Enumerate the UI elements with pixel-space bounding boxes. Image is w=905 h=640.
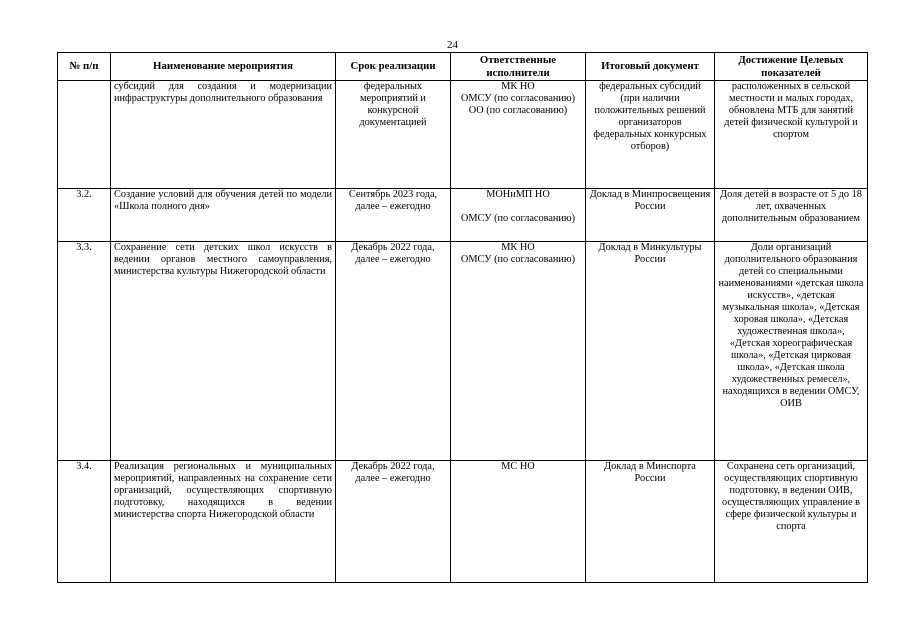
measures-table <box>57 52 868 583</box>
row-number: 3.2. <box>58 189 111 242</box>
table-row <box>58 189 868 242</box>
executor: ОМСУ (по согласованию) <box>460 254 576 265</box>
row-executors <box>451 242 586 461</box>
row-name: субсидий для создания и модернизации инфраструктуры дополнительного образования <box>111 81 336 189</box>
row-target: расположенных в сельской местности и малых городах, обновлена МТБ для занятий детей физической культурой и спортом <box>715 81 868 189</box>
page-number: 24 <box>447 39 458 51</box>
row-executors <box>451 461 586 583</box>
table-row <box>58 81 868 189</box>
row-term: Сентябрь 2023 года, далее – ежегодно <box>336 189 451 242</box>
row-number <box>58 81 111 189</box>
row-document: Доклад в Минкультуры России <box>586 242 715 461</box>
executor-spacer <box>454 201 582 213</box>
row-executors <box>451 189 586 242</box>
row-target: Доля детей в возрасте от 5 до 18 лет, охваченных дополнительным образованием <box>715 189 868 242</box>
row-term: Декабрь 2022 года, далее – ежегодно <box>336 461 451 583</box>
header-document: Итоговый документ <box>586 53 715 81</box>
table-row <box>58 242 868 461</box>
executor: МС НО <box>501 461 535 472</box>
row-name: Создание условий для обучения детей по модели «Школа полного дня» <box>111 189 336 242</box>
table-header-row <box>58 53 868 81</box>
row-term: Декабрь 2022 года, далее – ежегодно <box>336 242 451 461</box>
executor: ОО (по согласованию) <box>468 105 568 116</box>
row-number: 3.3. <box>58 242 111 461</box>
table-row <box>58 461 868 583</box>
row-target: Сохранена сеть организаций, осуществляющих спортивную подготовку, в ведении ОИВ, осуществляющих управление в сфере физической культуры и спорта <box>715 461 868 583</box>
row-document: Доклад в Минспорта России <box>586 461 715 583</box>
header-name: Наименование мероприятия <box>111 53 336 81</box>
executor: ОМСУ (по согласованию) <box>460 213 576 224</box>
row-target: Доли организаций дополнительного образования детей со специальными наименованиями «детская школа искусств», «детская музыкальная школа», «Детская хоровая школа», «Детская художественная школа», «Детская хореографическая школа», «Детская цирковая школа», «Детская школа художественных ремесел», находящихся в ведении ОМСУ, ОИВ <box>715 242 868 461</box>
executor: МК НО <box>501 81 535 92</box>
row-number: 3.4. <box>58 461 111 583</box>
row-term: федеральных мероприятий и конкурсной документацией <box>336 81 451 189</box>
header-number: № п/п <box>58 53 111 81</box>
row-name: Сохранение сети детских школ искусств в ведении органов местного самоуправления, министерства культуры Нижегородской области <box>111 242 336 461</box>
row-document: Доклад в Минпросвещения России <box>586 189 715 242</box>
executor: МК НО <box>501 242 535 253</box>
row-document: федеральных субсидий (при наличии положительных решений организаторов федеральных конкурсных отборов) <box>586 81 715 189</box>
header-executors: Ответственные исполнители <box>451 53 586 81</box>
executor: МОНиМП НО <box>486 189 550 200</box>
header-term: Срок реализации <box>336 53 451 81</box>
executor: ОМСУ (по согласованию) <box>460 93 576 104</box>
header-target: Достижение Целевых показателей <box>715 53 868 81</box>
row-name: Реализация региональных и муниципальных мероприятий, направленных на сохранение сети организаций, осуществляющих спортивную подготовку, находящихся в ведении министерства спорта Нижегородской области <box>111 461 336 583</box>
row-executors <box>451 81 586 189</box>
